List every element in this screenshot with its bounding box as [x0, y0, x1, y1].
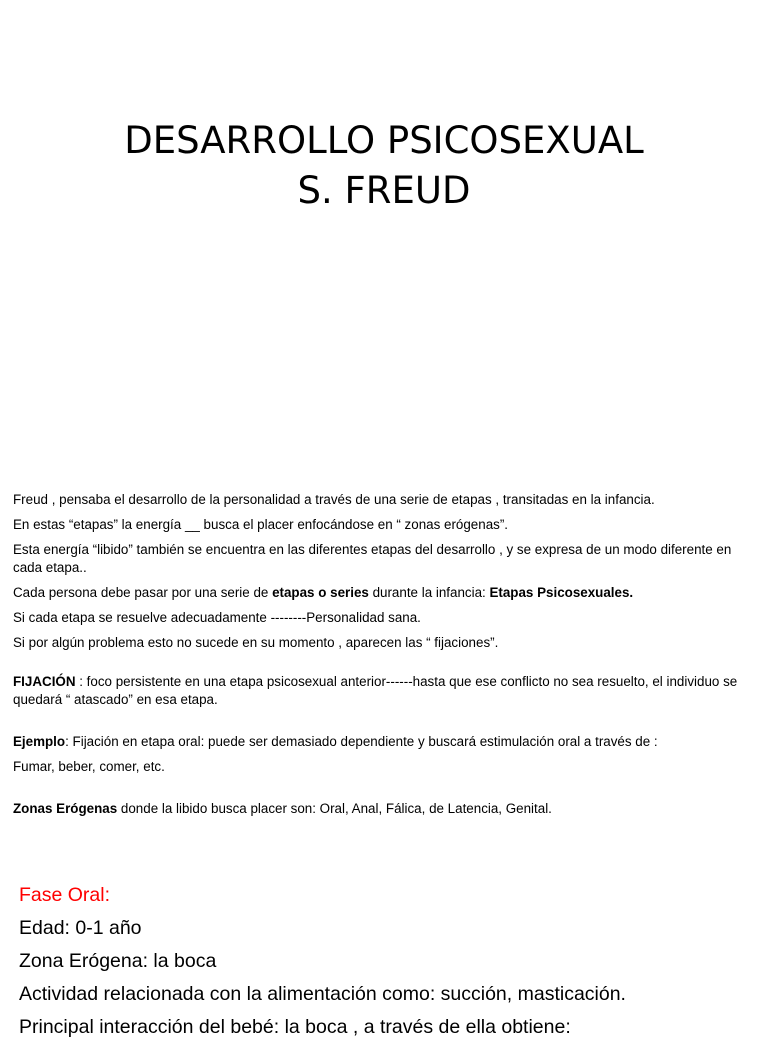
- term-etapas-psicosexuales: Etapas Psicosexuales.: [489, 585, 634, 600]
- paragraph-freud-intro: Freud , pensaba el desarrollo de la personalidad a través de una serie de etapas , transitadas en la infancia.: [13, 492, 655, 507]
- ejemplo-text: : Fijación en etapa oral: puede ser demasiado dependiente y buscará estimulación oral a través de :: [65, 734, 658, 749]
- fase-oral-section: [19, 879, 764, 1044]
- paragraph-ejemplo: [13, 733, 743, 751]
- zonas-erogenas-text: donde la libido busca placer son: Oral, Anal, Fálica, de Latencia, Genital.: [117, 801, 552, 816]
- paragraph-etapas-series-lead: Cada persona debe pasar por una serie de: [13, 585, 273, 600]
- fase-oral-heading: Fase Oral:: [19, 884, 111, 906]
- term-zonas-erogenas: Zonas Erógenas: [13, 801, 118, 816]
- paragraph-fijaciones: Si por algún problema esto no sucede en su momento , aparecen las “ fijaciones”.: [13, 635, 499, 650]
- body-text: [13, 491, 743, 825]
- fase-oral-actividad: Actividad relacionada con la alimentación como: succión, masticación.: [19, 983, 626, 1005]
- paragraph-etapas: En estas “etapas” la energía __ busca el placer enfocándose en “ zonas erógenas”.: [13, 517, 509, 532]
- term-fijacion: FIJACIÓN: [13, 674, 76, 689]
- fijacion-definition-text: : foco persistente en una etapa psicosexual anterior------hasta que ese conflicto no sea resuelto, el individuo se quedará “ atascado” en esa etapa.: [13, 674, 738, 707]
- paragraph-zonas-erogenas: [13, 800, 743, 818]
- page-title: [0, 116, 768, 216]
- fase-oral-interaccion: Principal interacción del bebé: la boca , a través de ella obtiene:: [19, 1016, 571, 1038]
- paragraph-libido: Esta energía “libido” también se encuentra en las diferentes etapas del desarrollo , y se expresa de un modo diferente en cada etapa..: [13, 542, 732, 575]
- term-ejemplo: Ejemplo: [13, 734, 66, 749]
- title-line-2: S. FREUD: [297, 169, 471, 212]
- title-line-1: DESARROLLO PSICOSEXUAL: [124, 119, 644, 162]
- fase-oral-zona: Zona Erógena: la boca: [19, 950, 217, 972]
- fase-oral-edad: Edad: 0-1 año: [19, 917, 142, 939]
- paragraph-personalidad-sana: Si cada etapa se resuelve adecuadamente --------Personalidad sana.: [13, 610, 421, 625]
- term-etapas-o-series: etapas o series: [272, 585, 369, 600]
- paragraph-etapas-series-middle: durante la infancia:: [368, 585, 490, 600]
- paragraph-ejemplo-examples: Fumar, beber, comer, etc.: [13, 759, 165, 774]
- paragraph-etapas-series: [13, 584, 743, 602]
- paragraph-fijacion-definition: [13, 673, 743, 709]
